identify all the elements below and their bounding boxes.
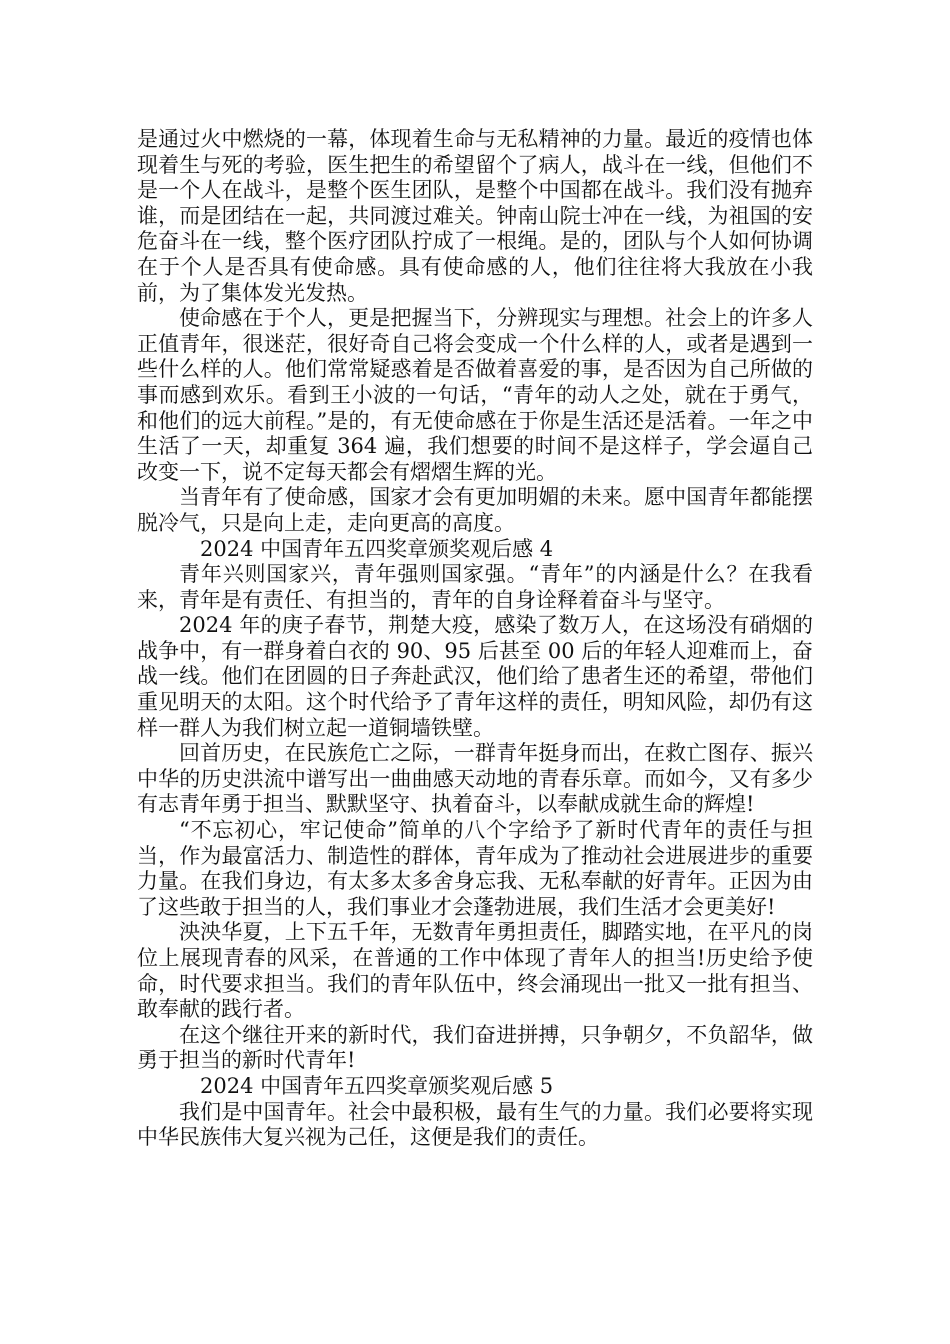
paragraph: 2024 年的庚子春节，荆楚大疫，感染了数万人，在这场没有硝烟的战争中，有一群身着白衣的 90、95 后甚至 00 后的年轻人迎难而上，奋战一线。他们在团圆的日子奔赴武汉，他们给了患者生还的希望，带他们重见明天的太阳。这个时代给予了青年这样的责任，明知风险，却仍有这样一群人为我们树立起一道铜墙铁壁。 [137,613,813,740]
paragraph: 当青年有了使命感，国家才会有更加明媚的未来。愿中国青年都能摆脱冷气，只是向上走，走向更高的高度。 [137,485,813,535]
paragraph: “不忘初心，牢记使命”简单的八个字给予了新时代青年的责任与担当，作为最富活力、制造性的群体，青年成为了推动社会进展进步的重要力量。在我们身边，有太多太多舍身忘我、无私奉献的好青年。正因为由了这些敢于担当的人，我们事业才会蓬勃进展，我们生活才会更美好! [137,818,813,919]
paragraph: 青年兴则国家兴，青年强则国家强。“青年”的内涵是什么？在我看来，青年是有责任、有担当的，青年的自身诠释着奋斗与坚守。 [137,562,813,612]
paragraph-continued: 是通过火中燃烧的一幕，体现着生命与无私精神的力量。最近的疫情也体现着生与死的考验，医生把生的希望留个了病人，战斗在一线，但他们不是一个人在战斗，是整个医生团队，是整个中国都在战斗。我们没有抛弃谁，而是团结在一起，共同渡过难关。钟南山院士冲在一线，为祖国的安危奋斗在一线，整个医疗团队拧成了一根绳。是的，团队与个人如何协调在于个人是否具有使命感。具有使命感的人，他们往往将大我放在小我前，为了集体发光发热。 [137,127,813,305]
document-body [137,127,813,1151]
section-heading: 2024 中国青年五四奖章颁奖观后感 4 [200,536,554,561]
paragraph: 在这个继往开来的新时代，我们奋进拼搏，只争朝夕，不负韶华，做勇于担当的新时代青年! [137,1022,813,1073]
section-heading: 2024 中国青年五四奖章颁奖观后感 5 [200,1073,554,1098]
paragraph: 回首历史，在民族危亡之际，一群青年挺身而出，在救亡图存、振兴中华的历史洪流中谱写出一曲曲感天动地的青春乐章。而如今，又有多少有志青年勇于担当、默默坚守、执着奋斗，以奉献成就生命的辉煌! [137,741,813,817]
paragraph: 使命感在于个人，更是把握当下，分辨现实与理想。社会上的许多人正值青年，很迷茫，很好奇自己将会变成一个什么样的人，或者是遇到一些什么样的人。他们常常疑惑着是否做着喜爱的事，是否因为自己所做的事而感到欢乐。看到王小波的一句话，“青年的动人之处，就在于勇气，和他们的远大前程。”是的，有无使命感在于你是生活还是活着。一年之中生活了一天，却重复 364 遍，我们想要的时间不是这样子，学会逼自己改变一下，说不定每天都会有熠熠生辉的光。 [137,306,813,484]
paragraph: 泱泱华夏，上下五千年，无数青年勇担责任，脚踏实地，在平凡的岗位上展现青春的风采，在普通的工作中体现了青年人的担当!历史给予使命，时代要求担当。我们的青年队伍中，终会涌现出一批又一批有担当、敢奉献的践行者。 [137,920,813,1022]
paragraph: 我们是中国青年。社会中最积极，最有生气的力量。我们必要将实现中华民族伟大复兴视为己任，这便是我们的责任。 [137,1099,813,1150]
